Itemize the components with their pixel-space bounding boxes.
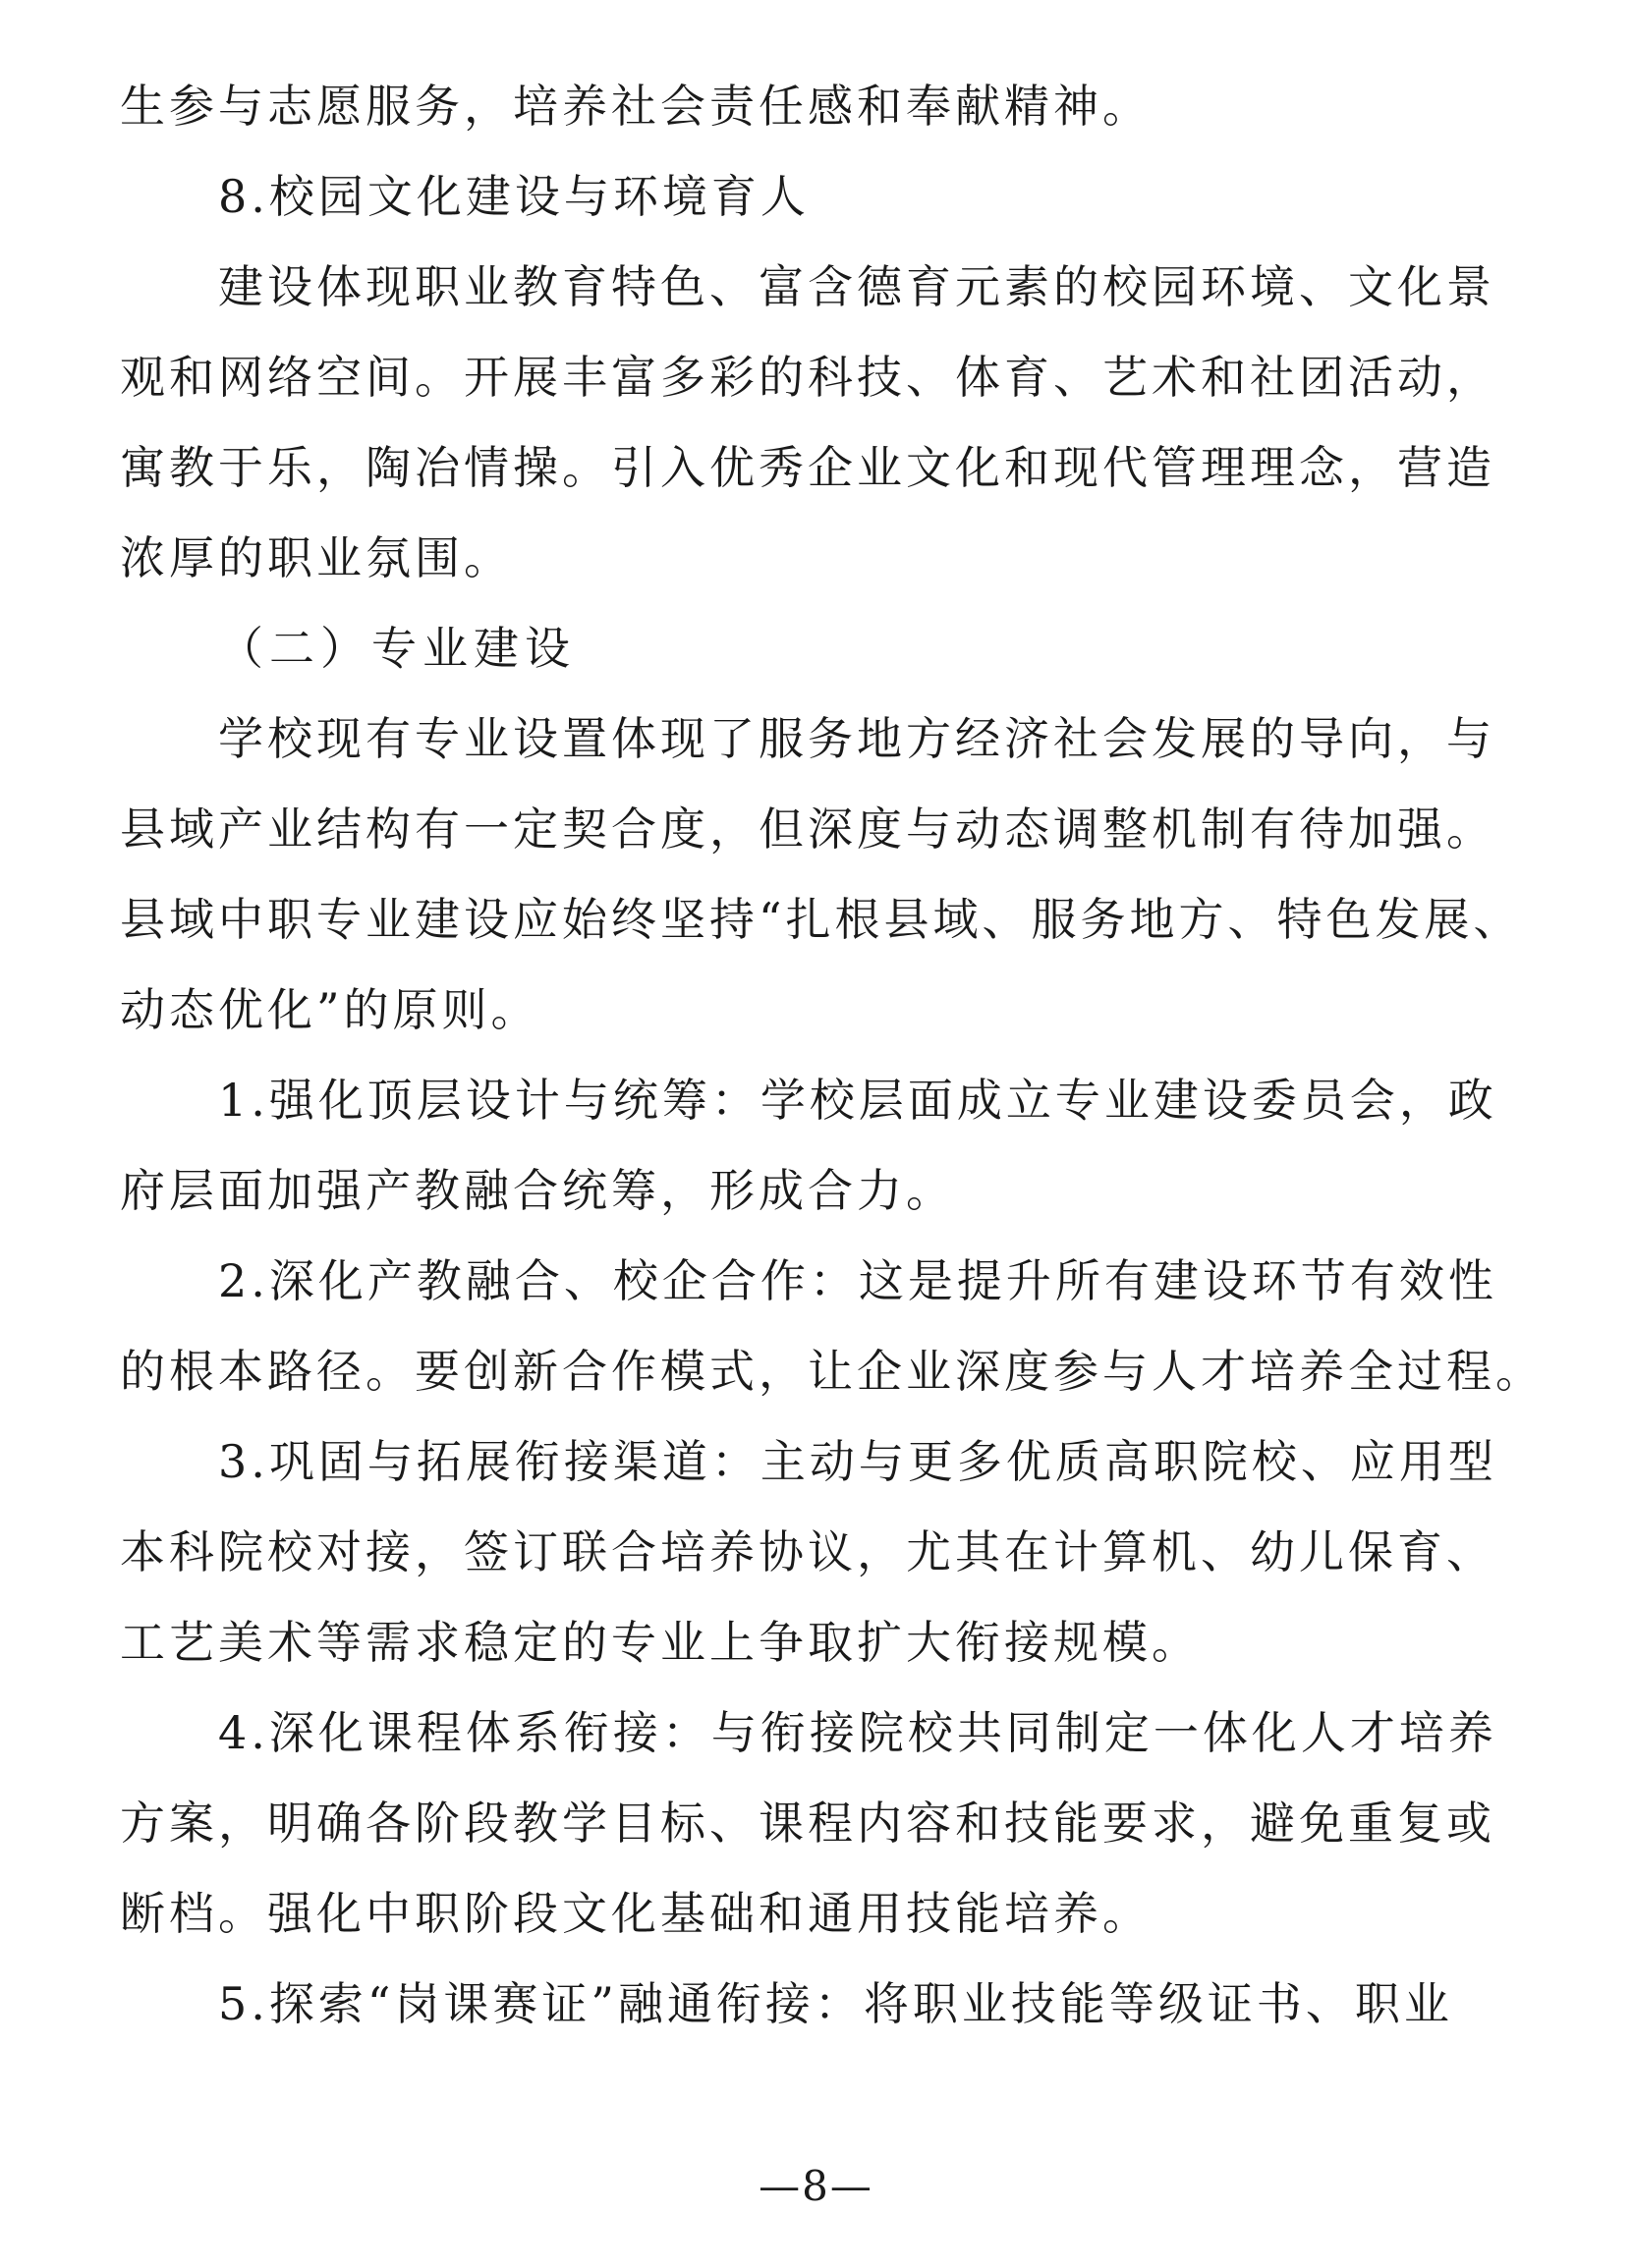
paragraph-line: 观和网络空间。开展丰富多彩的科技、体育、艺术和社团活动，: [120, 351, 1495, 404]
paragraph-line: 本科院校对接，签订联合培养协议，尤其在计算机、幼儿保育、: [120, 1525, 1495, 1578]
list-item-3: 3.巩固与拓展衔接渠道：主动与更多优质高职院校、应用型: [218, 1435, 1497, 1488]
list-item-2: 2.深化产教融合、校企合作：这是提升所有建设环节有效性: [218, 1254, 1497, 1307]
paragraph-line: 县域中职专业建设应始终坚持“扎根县域、服务地方、特色发展、: [120, 893, 1523, 946]
list-item-4: 4.深化课程体系衔接：与衔接院校共同制定一体化人才培养: [218, 1706, 1497, 1759]
list-item-1: 1.强化顶层设计与统筹：学校层面成立专业建设委员会，政: [218, 1074, 1497, 1127]
paragraph-line: 寓教于乐，陶冶情操。引入优秀企业文化和现代管理理念，营造: [120, 441, 1495, 494]
section-heading-8: 8.校园文化建设与环境育人: [218, 170, 810, 223]
paragraph-line: 县域产业结构有一定契合度，但深度与动态调整机制有待加强。: [120, 802, 1495, 856]
list-item-5: 5.探索“岗课赛证”融通衔接：将职业技能等级证书、职业: [218, 1977, 1453, 2030]
paragraph-line-continuation: 生参与志愿服务，培养社会责任感和奉献精神。: [120, 80, 1152, 133]
page-number: —8—: [759, 2162, 873, 2210]
paragraph-line: 浓厚的职业氛围。: [120, 531, 513, 584]
paragraph-line: 方案，明确各阶段教学目标、课程内容和技能要求，避免重复或: [120, 1797, 1495, 1850]
paragraph-line: 府层面加强产教融合统筹，形成合力。: [120, 1164, 955, 1217]
paragraph-line: 动态优化”的原则。: [120, 983, 540, 1036]
section-heading-professional-construction: （二）专业建设: [218, 622, 576, 675]
paragraph-line: 工艺美术等需求稳定的专业上争取扩大衔接规模。: [120, 1616, 1201, 1669]
paragraph-line: 建设体现职业教育特色、富含德育元素的校园环境、文化景: [218, 260, 1495, 313]
paragraph-line: 断档。强化中职阶段文化基础和通用技能培养。: [120, 1887, 1152, 1940]
paragraph-line: 学校现有专业设置体现了服务地方经济社会发展的导向，与: [218, 712, 1495, 765]
paragraph-line: 的根本路径。要创新合作模式，让企业深度参与人才培养全过程。: [120, 1345, 1545, 1398]
